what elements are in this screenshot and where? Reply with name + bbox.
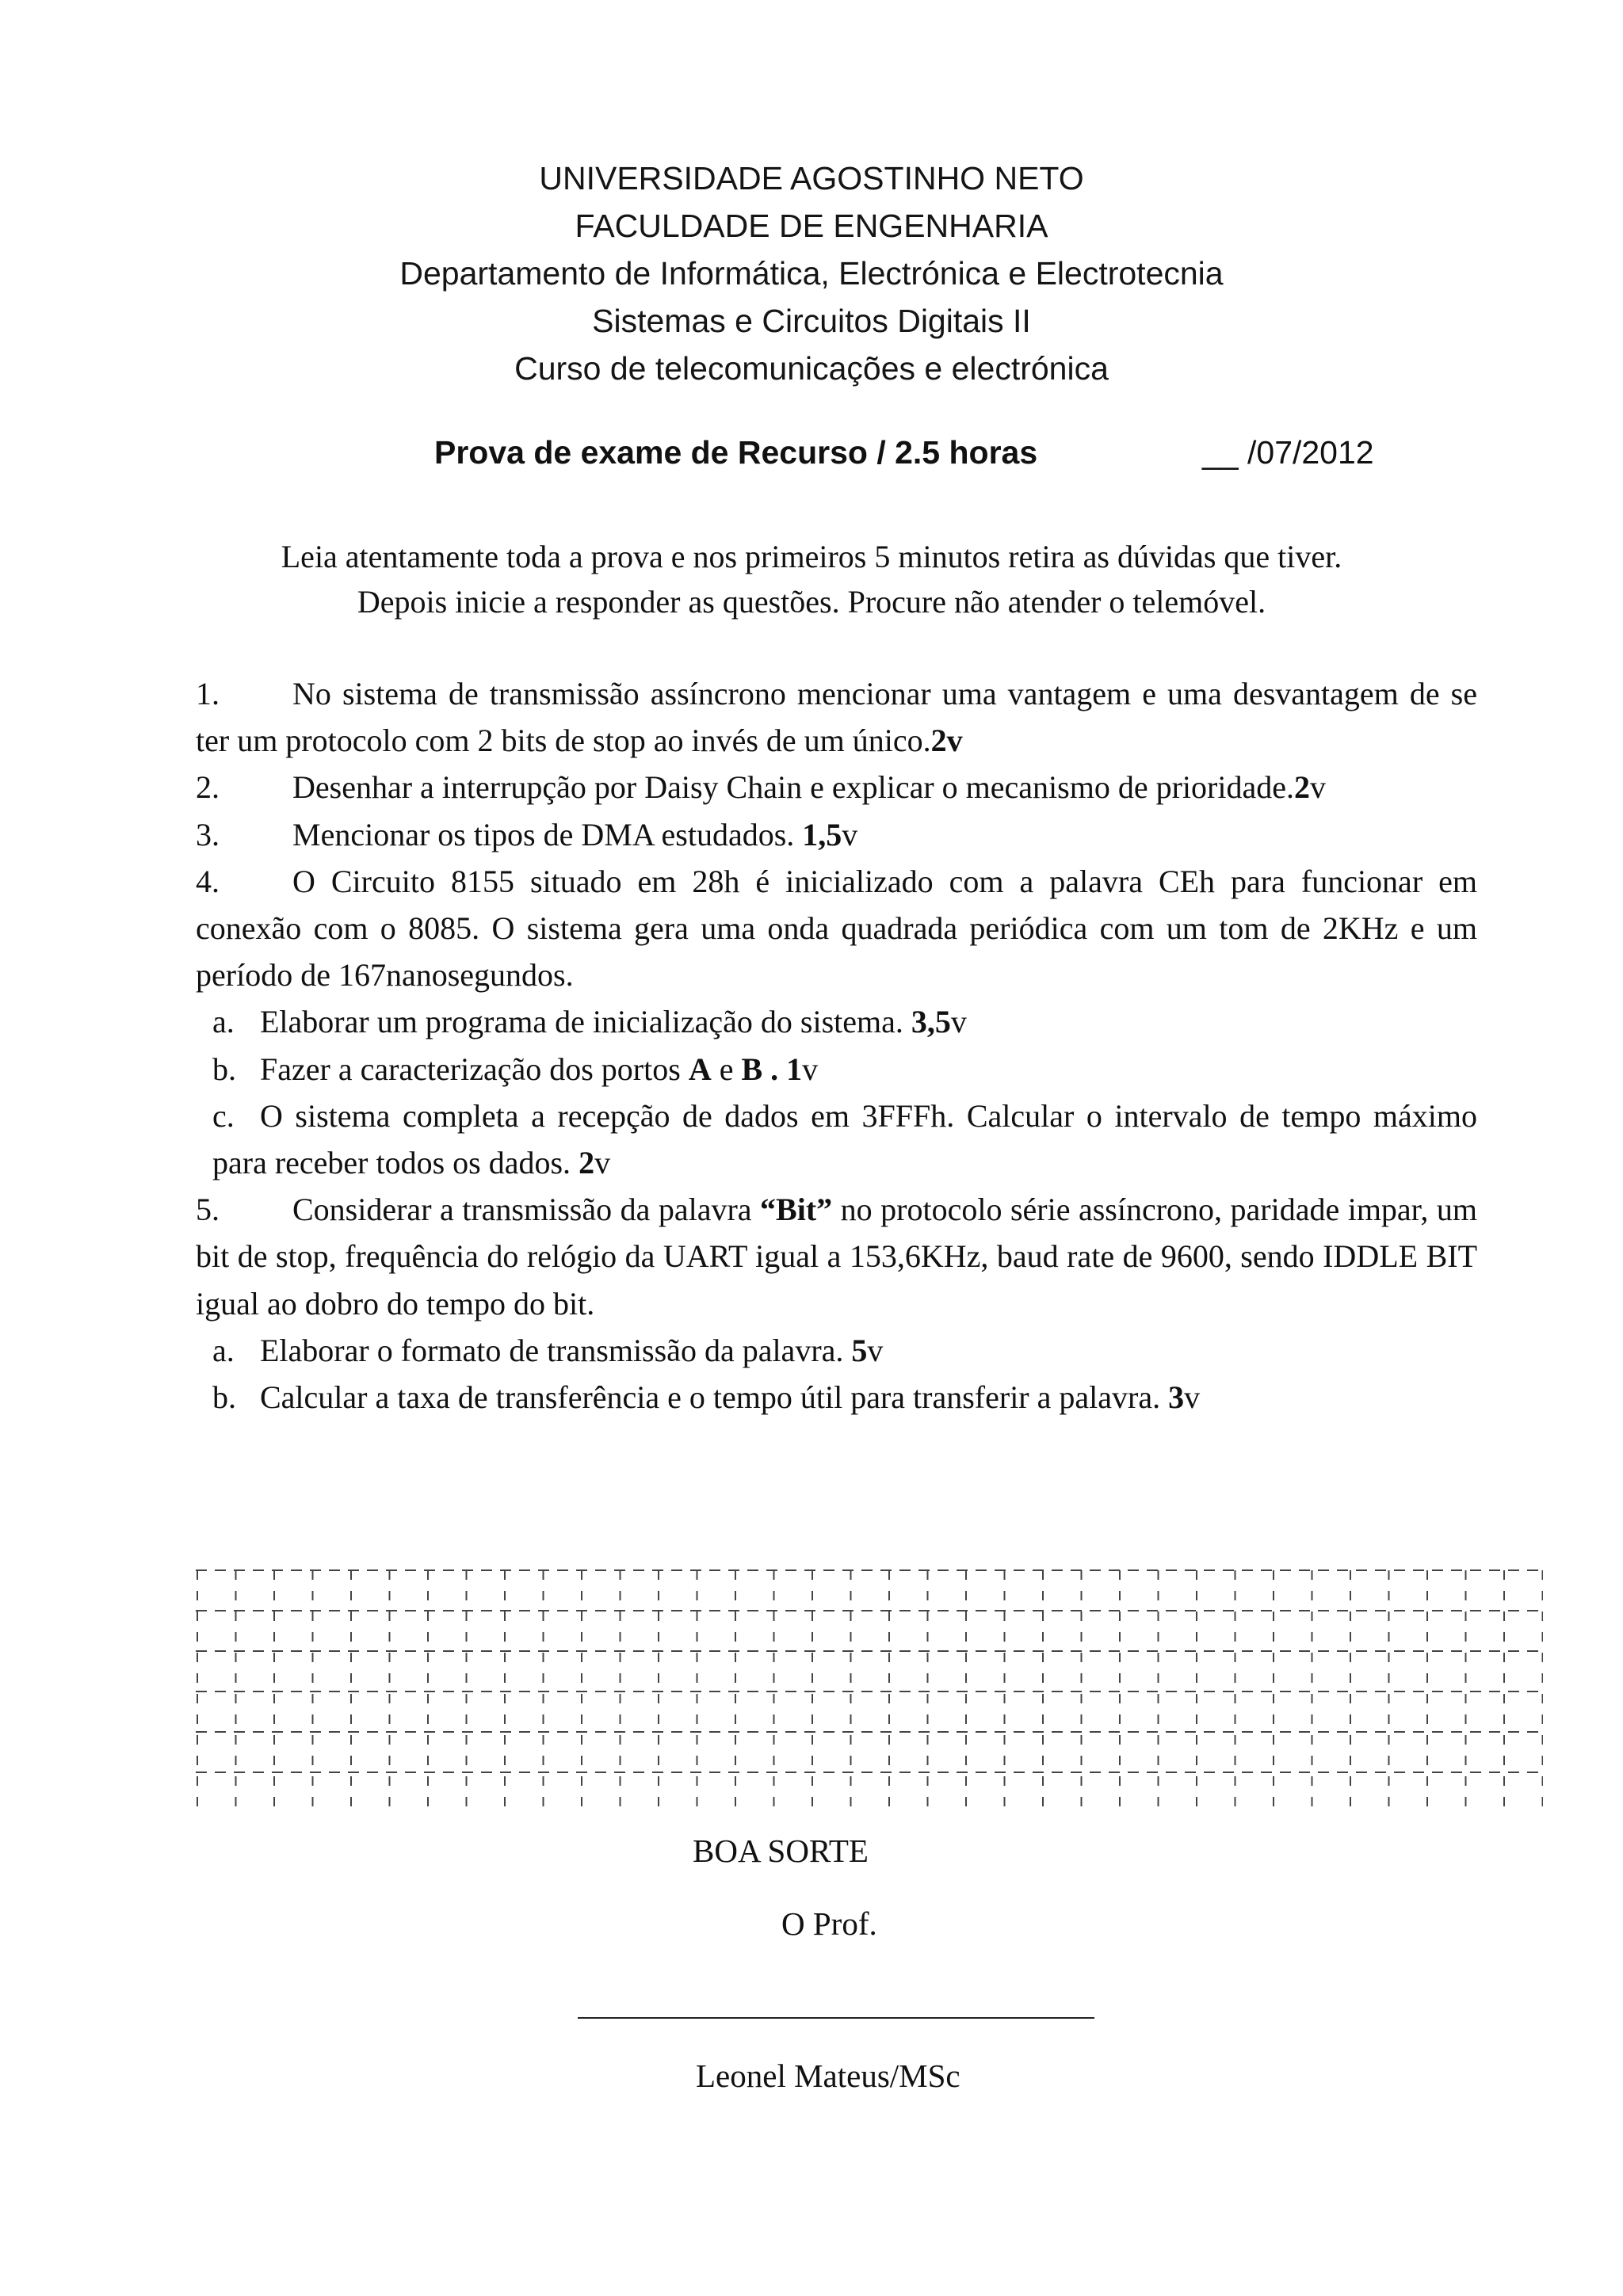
university-name: UNIVERSIDADE AGOSTINHO NETO bbox=[539, 160, 1084, 196]
question-text-post: no protocolo série assíncrono, paridade impar, um bit de stop, frequência do relógio da UART igual a 153,6KHz, baud rate de 9600, sendo IDDLE BIT igual ao dobro do tempo do bit. bbox=[196, 1192, 1478, 1322]
subitem-score: 5 bbox=[851, 1332, 868, 1368]
subitem-score: 3 bbox=[1168, 1379, 1185, 1416]
subitem-label: a. bbox=[212, 1004, 235, 1040]
subitem-text: Elaborar o formato de transmissão da palavra. bbox=[260, 1332, 852, 1368]
question-5 bbox=[196, 1186, 1477, 1327]
department-name: Departamento de Informática, Electrónica e Electrotecnia bbox=[399, 255, 1224, 292]
subitem-score: 2 bbox=[579, 1145, 595, 1181]
instructions bbox=[0, 534, 1623, 624]
prof-label: O Prof. bbox=[781, 1905, 877, 1942]
answer-grid-drawing bbox=[196, 1561, 1543, 1806]
port-b-label: B . bbox=[741, 1051, 779, 1087]
course-name: Curso de telecomunicações e electrónica bbox=[514, 350, 1109, 387]
question-text: O Circuito 8155 situado em 28h é inicializado com a palavra CEh para funcionar em conexão com o 8085. O sistema gera uma onda quadrada periódica com um tom de 2KHz e um período de 167nanosegundos. bbox=[196, 863, 1477, 994]
instructions-line-1: Leia atentamente toda a prova e nos primeiros 5 minutos retira as dúvidas que tiver. bbox=[281, 539, 1342, 574]
question-5b bbox=[196, 1374, 1477, 1421]
subject-name: Sistemas e Circuitos Digitais II bbox=[592, 303, 1031, 339]
question-score: 2v bbox=[930, 723, 963, 759]
signature-name: Leonel Mateus/MSc bbox=[696, 2058, 960, 2094]
subitem-label: a. bbox=[212, 1332, 235, 1368]
question-1 bbox=[196, 670, 1477, 764]
question-4c bbox=[196, 1093, 1477, 1186]
subitem-label: b. bbox=[212, 1051, 236, 1087]
question-score-unit: v bbox=[1309, 769, 1326, 806]
question-4 bbox=[196, 858, 1477, 999]
question-3 bbox=[196, 811, 1477, 858]
question-5a bbox=[196, 1327, 1477, 1374]
question-text: Mencionar os tipos de DMA estudados. bbox=[292, 816, 803, 852]
question-number: 5. bbox=[196, 1192, 220, 1228]
question-2 bbox=[196, 764, 1477, 810]
exam-date: __ /07/2012 bbox=[1202, 434, 1374, 471]
exam-title: Prova de exame de Recurso / 2.5 horas bbox=[434, 434, 1038, 471]
question-score-unit: v bbox=[842, 816, 858, 852]
subitem-score: 1 bbox=[786, 1051, 803, 1087]
subitem-label: c. bbox=[212, 1097, 235, 1134]
faculty-name: FACULDADE DE ENGENHARIA bbox=[575, 208, 1048, 244]
subitem-label: b. bbox=[212, 1379, 236, 1416]
question-score: 1,5 bbox=[802, 816, 842, 852]
question-4a bbox=[196, 998, 1477, 1045]
question-score: 2 bbox=[1293, 769, 1310, 806]
question-number: 2. bbox=[196, 769, 220, 806]
question-list bbox=[196, 670, 1477, 1421]
question-number: 4. bbox=[196, 863, 220, 899]
question-number: 3. bbox=[196, 816, 220, 852]
subitem-text: Calcular a taxa de transferência e o tempo útil para transferir a palavra. bbox=[260, 1379, 1169, 1416]
subitem-score-unit: v bbox=[950, 1004, 967, 1040]
subitem-score-unit: v bbox=[867, 1332, 884, 1368]
subitem-score-unit: v bbox=[594, 1145, 611, 1181]
port-a-label: A bbox=[688, 1051, 712, 1087]
subitem-score-unit: v bbox=[1184, 1379, 1201, 1416]
answer-grid bbox=[196, 1561, 1543, 1806]
signature-line bbox=[578, 2017, 1094, 2019]
question-text: No sistema de transmissão assíncrono mencionar uma vantagem e uma desvantagem de se ter um protocolo com 2 bits de stop ao invés de um único. bbox=[196, 676, 1477, 759]
document-header bbox=[0, 154, 1623, 392]
transmitted-word: “Bit” bbox=[760, 1192, 833, 1228]
instructions-line-2: Depois inicie a responder as questões. Procure não atender o telemóvel. bbox=[357, 584, 1266, 620]
subitem-text-mid: e bbox=[711, 1051, 742, 1087]
question-number: 1. bbox=[196, 676, 220, 711]
subitem-score-unit: v bbox=[802, 1051, 819, 1087]
question-4b bbox=[196, 1046, 1477, 1093]
subitem-text-post bbox=[778, 1051, 786, 1087]
subitem-text: Fazer a caracterização dos portos bbox=[260, 1051, 689, 1087]
question-text: Desenhar a interrupção por Daisy Chain e explicar o mecanismo de prioridade. bbox=[292, 769, 1294, 806]
subitem-text: Elaborar um programa de inicialização do sistema. bbox=[260, 1004, 911, 1040]
good-luck-text: BOA SORTE bbox=[693, 1833, 869, 1869]
subitem-score: 3,5 bbox=[911, 1004, 951, 1040]
subitem-text: O sistema completa a recepção de dados em 3FFFh. Calcular o intervalo de tempo máximo para receber todos os dados. bbox=[212, 1097, 1477, 1181]
question-text: Considerar a transmissão da palavra bbox=[292, 1192, 761, 1228]
